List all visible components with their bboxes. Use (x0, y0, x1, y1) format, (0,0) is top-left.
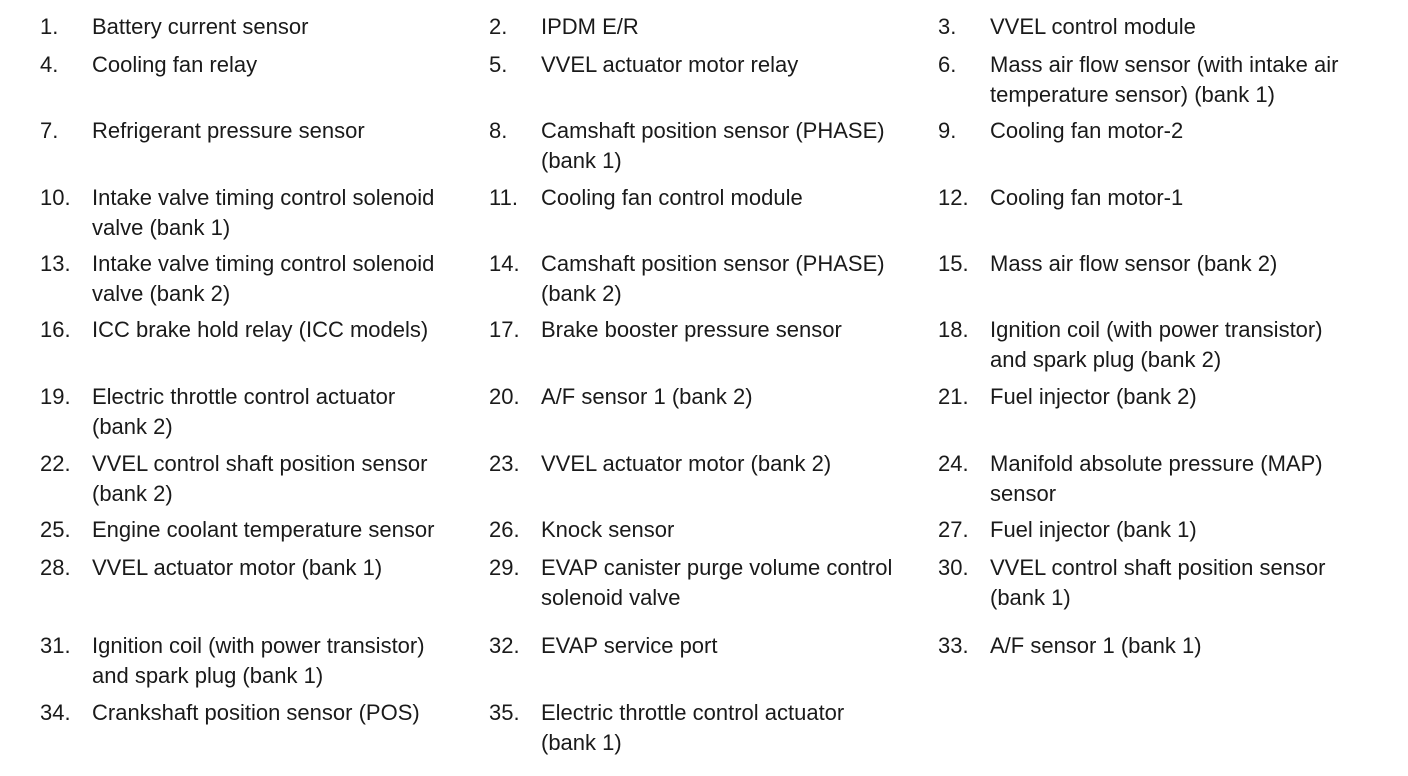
legend-item-text (990, 631, 1202, 661)
legend-item-line: Cooling fan motor-1 (990, 185, 1184, 210)
legend-item-number: 17. (489, 317, 520, 342)
legend-item-line: sensor (990, 481, 1057, 506)
legend-item-text (990, 382, 1197, 412)
legend-item-line: (bank 2) (92, 481, 173, 506)
legend-item-text (541, 515, 674, 545)
legend-item-line: EVAP service port (541, 633, 718, 658)
legend-item-line: VVEL control module (990, 14, 1196, 39)
legend-item-text (541, 315, 842, 345)
legend-item-number: 27. (938, 517, 969, 542)
legend-item-line: Electric throttle control actuator (92, 384, 396, 409)
legend-item-text (92, 249, 434, 309)
legend-item-number: 7. (40, 118, 59, 143)
legend-item-text (990, 12, 1196, 42)
legend-item-text (990, 50, 1338, 110)
legend-item-number: 10. (40, 185, 71, 210)
legend-item-number: 20. (489, 384, 520, 409)
legend-item-number: 35. (489, 700, 520, 725)
legend-item-line: VVEL actuator motor (bank 1) (92, 555, 383, 580)
legend-item-number: 21. (938, 384, 969, 409)
legend-item-line: Ignition coil (with power transistor) (990, 317, 1323, 342)
legend-item-text (541, 50, 798, 80)
legend-item-text (92, 698, 420, 728)
legend-item-line: and spark plug (bank 2) (990, 347, 1222, 372)
legend-item-number: 15. (938, 251, 969, 276)
legend-item-line: Engine coolant temperature sensor (92, 517, 435, 542)
legend-item-line: Fuel injector (bank 1) (990, 517, 1197, 542)
legend-item-line: Fuel injector (bank 2) (990, 384, 1197, 409)
legend-item-line: A/F sensor 1 (bank 1) (990, 633, 1202, 658)
legend-item-line: IPDM E/R (541, 14, 639, 39)
legend-item-number: 24. (938, 451, 969, 476)
legend-item-line: Intake valve timing control solenoid (92, 185, 435, 210)
legend-item-line: Electric throttle control actuator (541, 700, 845, 725)
legend-item-text (541, 249, 885, 309)
legend-item-text (541, 183, 803, 213)
legend-item-line: (bank 2) (92, 414, 173, 439)
legend-item-line: VVEL control shaft position sensor (92, 451, 428, 476)
legend-item-line: A/F sensor 1 (bank 2) (541, 384, 753, 409)
legend-item-line: (bank 1) (990, 585, 1071, 610)
legend-item-line: and spark plug (bank 1) (92, 663, 324, 688)
legend-item-number: 26. (489, 517, 520, 542)
legend-item-text (92, 631, 425, 691)
legend-item-text (541, 631, 717, 661)
legend-item-line: Camshaft position sensor (PHASE) (541, 118, 885, 143)
legend-item-line: Ignition coil (with power transistor) (92, 633, 425, 658)
legend-item-number: 32. (489, 633, 520, 658)
legend-item-number: 13. (40, 251, 71, 276)
legend-item-line: Cooling fan motor-2 (990, 118, 1184, 143)
legend-item-number: 22. (40, 451, 71, 476)
legend-item-text (990, 315, 1323, 375)
legend-item-number: 31. (40, 633, 71, 658)
legend-item-line: VVEL actuator motor (bank 2) (541, 451, 832, 476)
legend-item-text (92, 449, 427, 509)
legend-item-number: 4. (40, 52, 59, 77)
legend-item-line: Knock sensor (541, 517, 675, 542)
legend-item-line: Cooling fan relay (92, 52, 258, 77)
legend-item-text (541, 553, 892, 613)
legend-item-text (92, 50, 257, 80)
legend-item-text (541, 12, 639, 42)
legend-item-number: 16. (40, 317, 71, 342)
legend-item-line: Battery current sensor (92, 14, 309, 39)
legend-item-text (92, 116, 365, 146)
legend-item-number: 25. (40, 517, 71, 542)
legend-item-number: 2. (489, 14, 508, 39)
legend-item-text (92, 12, 308, 42)
legend-item-number: 14. (489, 251, 520, 276)
legend-item-text (92, 382, 395, 442)
legend-item-text (990, 515, 1197, 545)
legend-item-line: VVEL actuator motor relay (541, 52, 799, 77)
legend-item-line: valve (bank 1) (92, 215, 231, 240)
legend-item-line: Refrigerant pressure sensor (92, 118, 365, 143)
legend-item-number: 29. (489, 555, 520, 580)
legend-item-line: ICC brake hold relay (ICC models) (92, 317, 429, 342)
legend-item-number: 30. (938, 555, 969, 580)
legend-item-line: (bank 1) (541, 148, 622, 173)
legend-item-number: 28. (40, 555, 71, 580)
legend-item-number: 8. (489, 118, 508, 143)
legend-item-number: 19. (40, 384, 71, 409)
legend-item-line: (bank 2) (541, 281, 622, 306)
legend-item-number: 33. (938, 633, 969, 658)
legend-item-text (92, 183, 434, 243)
legend-item-line: solenoid valve (541, 585, 681, 610)
legend-item-number: 12. (938, 185, 969, 210)
legend-item-number: 34. (40, 700, 71, 725)
legend-item-number: 1. (40, 14, 59, 39)
legend-item-line: Brake booster pressure sensor (541, 317, 842, 342)
legend-item-line: temperature sensor) (bank 1) (990, 82, 1275, 107)
legend-item-number: 11. (489, 185, 518, 210)
legend-item-text (990, 249, 1277, 279)
legend-item-line: VVEL control shaft position sensor (990, 555, 1326, 580)
legend-item-text (990, 553, 1325, 613)
legend-item-text (990, 116, 1183, 146)
legend-item-text (92, 515, 434, 545)
legend-item-line: Mass air flow sensor (bank 2) (990, 251, 1278, 276)
legend-item-line: (bank 1) (541, 730, 622, 755)
legend-item-text (92, 553, 382, 583)
legend-item-number: 18. (938, 317, 969, 342)
legend-item-number: 3. (938, 14, 957, 39)
legend-item-line: Intake valve timing control solenoid (92, 251, 435, 276)
legend-item-text (541, 382, 753, 412)
legend-item-line: Crankshaft position sensor (POS) (92, 700, 420, 725)
legend-item-line: Cooling fan control module (541, 185, 803, 210)
legend-item-text (92, 315, 428, 345)
legend-item-line: Manifold absolute pressure (MAP) (990, 451, 1323, 476)
legend-item-number: 5. (489, 52, 508, 77)
legend-item-text (541, 449, 831, 479)
legend-item-text (990, 449, 1323, 509)
legend-item-number: 6. (938, 52, 957, 77)
legend-item-line: EVAP canister purge volume control (541, 555, 893, 580)
legend-item-text (541, 116, 885, 176)
legend-item-line: Camshaft position sensor (PHASE) (541, 251, 885, 276)
legend-item-line: Mass air flow sensor (with intake air (990, 52, 1339, 77)
legend-item-number: 23. (489, 451, 520, 476)
legend-item-text (990, 183, 1183, 213)
legend-item-line: valve (bank 2) (92, 281, 231, 306)
legend-item-number: 9. (938, 118, 957, 143)
legend-item-text (541, 698, 844, 758)
